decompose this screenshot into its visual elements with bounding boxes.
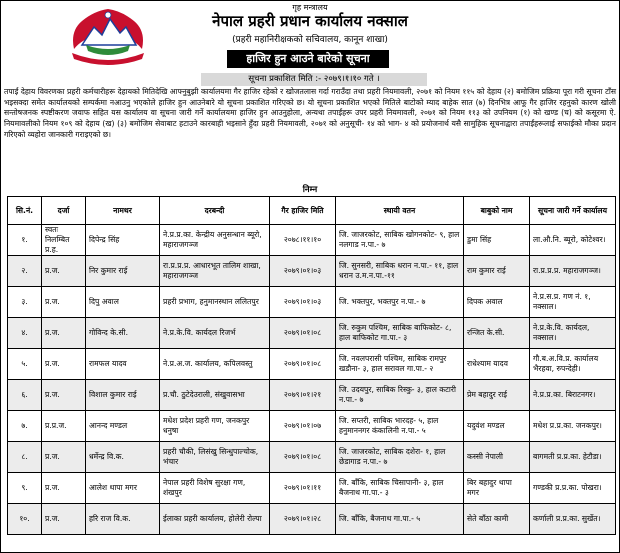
notice-body: तपाईं देहाय विवरणका प्रहरी कर्मचारीहरू देहायको मितिदेखि आफ्नुबुझी कार्यालयमा गैर हाजिर रहेको र खोजतलास गर्दा गराउँदा तथा प्रहरी नियमावली, २०७१ को नियम ११५ को देहाय (२) बमोजिम प्रक्रिया पूरा गरी सूचना टाँस भइसक्दा समेत कार्यालयको सम्पर्कमा नआउनु भएकोले हाजिर हुन आउनेबारे यो सूचना प्रकाशित गरिएको छ। यो सूचना प्रकाशित भएको मितिले बाटोको म्याद बाहेक सात (७) दिनभित्र आफू गैर हाजिर रहनुको कारण खोली सन्तोषजनक स्पष्टीकरण जवाफ सहित यस कार्यालय वा सूचना जारी गर्ने कार्यालयमा हाजिर हुन आउनुहोला, अन्यथा तपाईंहरू उपर प्रहरी नियमावली, २०७१ को नियम ११३ को उपनियम (१) को खण्ड (च) को कसूरमा ऐ. नियमावलीको नियम १०९ को देहाय (ख) (३) बमोजिम सेवाबाट हटाउने कारबाही भइसाने हुँदा प्रहरी नियमावली, २०७१ को अनुसूची- १४ को भाग- ४ को प्रयोजनार्थ यसै सामुहिक सूचनाद्वारा तपाईंहरूलाई सफाईको मौका प्रदान गरिएको व्यहोरा जानकारी गराइएको छ। bbox=[4, 87, 616, 139]
col-header-absent-date: गैर हाजिर मिति bbox=[270, 197, 336, 225]
table-row bbox=[8, 411, 616, 442]
cell-father: कस्सी नेपाली bbox=[464, 442, 530, 473]
ministry-name: गृह मन्त्रालय bbox=[292, 3, 328, 12]
cell-father: डुमा सिंह bbox=[464, 225, 530, 256]
table-row bbox=[8, 504, 616, 535]
cell-absent-date: २०७९।०१।०३ bbox=[270, 287, 336, 318]
cell-sn: १०. bbox=[8, 504, 42, 535]
office-name: नेपाल प्रहरी प्रधान कार्यालय नक्साल bbox=[212, 12, 408, 30]
cell-name: रामफल यादव bbox=[86, 349, 160, 380]
notice-title: हाजिर हुन आउने बारेको सूचना bbox=[227, 50, 389, 68]
absentee-table bbox=[7, 196, 616, 535]
cell-absent-date: २०७८।११।१० bbox=[270, 225, 336, 256]
cell-father: राम कुमार राई bbox=[464, 256, 530, 287]
table-row bbox=[8, 442, 616, 473]
cell-name: आलेश थापा मगर bbox=[86, 473, 160, 504]
cell-father: प्रेम बहादुर राई bbox=[464, 380, 530, 411]
cell-issuing-office: रा.प्र.प्र.प्र. महाराजगञ्ज। bbox=[530, 256, 616, 287]
cell-father: सेते बाँठा कामी bbox=[464, 504, 530, 535]
col-header-posting: दरबन्दी bbox=[160, 197, 270, 225]
table-header-row bbox=[8, 197, 616, 225]
cell-name: आनन्द मण्डल bbox=[86, 411, 160, 442]
cell-rank: प्र.ज. bbox=[42, 287, 86, 318]
table-row bbox=[8, 349, 616, 380]
col-header-name: नामथर bbox=[86, 197, 160, 225]
cell-posting: ने.प्र.अ.ज. कार्यालय, कपिलवस्तु bbox=[160, 349, 270, 380]
cell-issuing-office: ने.प्र.स.प्र. गण नं. १, नक्साल। bbox=[530, 287, 616, 318]
cell-sn: १. bbox=[8, 225, 42, 256]
cell-sn: ७. bbox=[8, 411, 42, 442]
cell-posting: नेपाल प्रहरी विशेष सुरक्षा गण, शंखपुर bbox=[160, 473, 270, 504]
cell-address: जि. जाजरकोट, साबिक खोगनकोट- ९, हाल नलगाड न.पा.- ७ bbox=[336, 225, 464, 256]
cell-father: दिपक अवाल bbox=[464, 287, 530, 318]
cell-posting: मधेश प्रदेश प्रहरी गण, जनकपुर धनुषा bbox=[160, 411, 270, 442]
cell-rank: प्र.ज. bbox=[42, 256, 86, 287]
cell-sn: २. bbox=[8, 256, 42, 287]
cell-address: जि. बाँकि, बैजनाथ गा.पा.- ५ bbox=[336, 504, 464, 535]
cell-absent-date: २०७९।०१।२१ bbox=[270, 380, 336, 411]
cell-posting: प्र.चौ. ठुटेदेउराली, संखुवासभा bbox=[160, 380, 270, 411]
cell-name: गोविन्द के.सी. bbox=[86, 318, 160, 349]
cell-address: जि. रुकुम पश्चिम, साबिक बाफिकोट- ८, हाल बाफिकोट गा.पा.- ३ bbox=[336, 318, 464, 349]
cell-rank: प्र.ज. bbox=[42, 318, 86, 349]
cell-name: हरि राज वि.क. bbox=[86, 504, 160, 535]
cell-sn: ५. bbox=[8, 349, 42, 380]
cell-sn: ९. bbox=[8, 473, 42, 504]
cell-sn: ८. bbox=[8, 442, 42, 473]
cell-absent-date: २०७९।०१।०३ bbox=[270, 256, 336, 287]
table-row bbox=[8, 256, 616, 287]
cell-name: निर कुमार राई bbox=[86, 256, 160, 287]
cell-posting: प्रहरी प्रभाग, हनुमानस्थान ललितपुर bbox=[160, 287, 270, 318]
col-header-father: बाबुको नाम bbox=[464, 197, 530, 225]
cell-posting: ने.प्र.के.वि. कार्यदल रिजर्भ bbox=[160, 318, 270, 349]
cell-issuing-office: ला.औ.नि. ब्यूरो, कोटेश्वर। bbox=[530, 225, 616, 256]
table-row bbox=[8, 473, 616, 504]
table-row bbox=[8, 225, 616, 256]
list-title: निम्न bbox=[302, 185, 318, 195]
cell-address: जि. बाँकि, साबिक चिसापानी- ३, हाल बैजनाथ गा.पा.- ३ bbox=[336, 473, 464, 504]
cell-rank: प्र.ज. bbox=[42, 504, 86, 535]
cell-rank: स्वतः निलम्बित प्र.ह. bbox=[42, 225, 86, 256]
cell-father: यदुवंश मण्डल bbox=[464, 411, 530, 442]
cell-sn: ६. bbox=[8, 380, 42, 411]
cell-name: दिपेन्द्र सिंह bbox=[86, 225, 160, 256]
cell-rank: प्र.प्र.ज. bbox=[42, 411, 86, 442]
cell-issuing-office: बागमती प्र.प्र.का. हेटौडा। bbox=[530, 442, 616, 473]
cell-address: जि. उदयपुर, साबिक रिस्कु- ३, हाल कटारी न.पा.- ७ bbox=[336, 380, 464, 411]
cell-posting: ने.प्र.प्र.का. केन्द्रीय अनुसन्धान ब्यूरो, महाराजगञ्ज bbox=[160, 225, 270, 256]
cell-rank: प्र.ज. bbox=[42, 349, 86, 380]
cell-address: जि. सुनसरी, साबिक धरान न.पा.- ११, हाल धरान उ.म.न.पा.-११ bbox=[336, 256, 464, 287]
cell-absent-date: २०७९।०१।०८ bbox=[270, 318, 336, 349]
cell-sn: ३. bbox=[8, 287, 42, 318]
cell-address: जि. जाजरकोट, साबिक दशेरा- १, हाल छेडागाड न.पा.- ७ bbox=[336, 442, 464, 473]
cell-rank: प्र.ज. bbox=[42, 473, 86, 504]
cell-name: विशाल कुमार राई bbox=[86, 380, 160, 411]
cell-absent-date: २०७९।०१।२८ bbox=[270, 504, 336, 535]
cell-rank: प्र.ज. bbox=[42, 380, 86, 411]
cell-issuing-office: ने.प्र.के.वि. कार्यदल, नक्साल। bbox=[530, 318, 616, 349]
cell-issuing-office: गौ.ब.अ.वि.प्र. कार्यालय भैरहवा, रुपन्देही। bbox=[530, 349, 616, 380]
cell-issuing-office: कर्णाली प्र.प्र.का. सुर्खेत। bbox=[530, 504, 616, 535]
cell-father: राधेश्याम यादव bbox=[464, 349, 530, 380]
col-header-address: स्थायी वतन bbox=[336, 197, 464, 225]
col-header-rank: दर्जा bbox=[42, 197, 86, 225]
cell-sn: ४. bbox=[8, 318, 42, 349]
cell-issuing-office: मधेश प्र.प्र.का. जनकपुर। bbox=[530, 411, 616, 442]
cell-absent-date: २०७९।०१।११ bbox=[270, 473, 336, 504]
publication-date: सूचना प्रकाशित मिति :- २०७९।१।१० गते । bbox=[201, 73, 427, 86]
table-row bbox=[8, 380, 616, 411]
cell-posting: प्रहरी चौकी, लिसंखु सिन्धुपाल्चोक, भंचार bbox=[160, 442, 270, 473]
cell-absent-date: २०७९।०१।०७ bbox=[270, 411, 336, 442]
cell-father: बिर बहादुर थापा मगर bbox=[464, 473, 530, 504]
cell-address: जि. नवलपरासी पश्चिम, साबिक रामपुर खडौना- ३, हाल सरावल गा.पा.- २ bbox=[336, 349, 464, 380]
cell-address: जि. सप्तरी, साबिक भारदह- ५, हाल हनुमाननगर कंकालिनी न.पा.- ५ bbox=[336, 411, 464, 442]
cell-rank: प्र.ज. bbox=[42, 442, 86, 473]
col-header-issuing-office: सूचना जारी गर्ने कार्यालय bbox=[530, 197, 616, 225]
cell-name: धर्मेन्द्र वि.क. bbox=[86, 442, 160, 473]
table-row bbox=[8, 287, 616, 318]
cell-posting: रा.प्र.प्र.प्र. आधारभूत तालिम शाखा, महाराजगञ्ज bbox=[160, 256, 270, 287]
cell-address: जि. भक्तपुर, भक्तपुर न.पा.- ७ bbox=[336, 287, 464, 318]
cell-absent-date: २०७९।०१।०८ bbox=[270, 349, 336, 380]
col-header-sn: सि.नं. bbox=[8, 197, 42, 225]
cell-father: रन्जित के.सी. bbox=[464, 318, 530, 349]
cell-issuing-office: गण्डकी प्र.प्र.का. पोखरा। bbox=[530, 473, 616, 504]
table-row bbox=[8, 318, 616, 349]
cell-name: दिपु अवाल bbox=[86, 287, 160, 318]
cell-absent-date: २०७९।०१।०८ bbox=[270, 442, 336, 473]
cell-issuing-office: ने.प्र.प्र.का. बिराटनगर। bbox=[530, 380, 616, 411]
cell-posting: ईलाका प्रहरी कार्यालय, होलेरी रोल्पा bbox=[160, 504, 270, 535]
branch-name: (प्रहरी महानिरीक्षकको सचिवालय, कानून शाखा) bbox=[232, 35, 388, 45]
